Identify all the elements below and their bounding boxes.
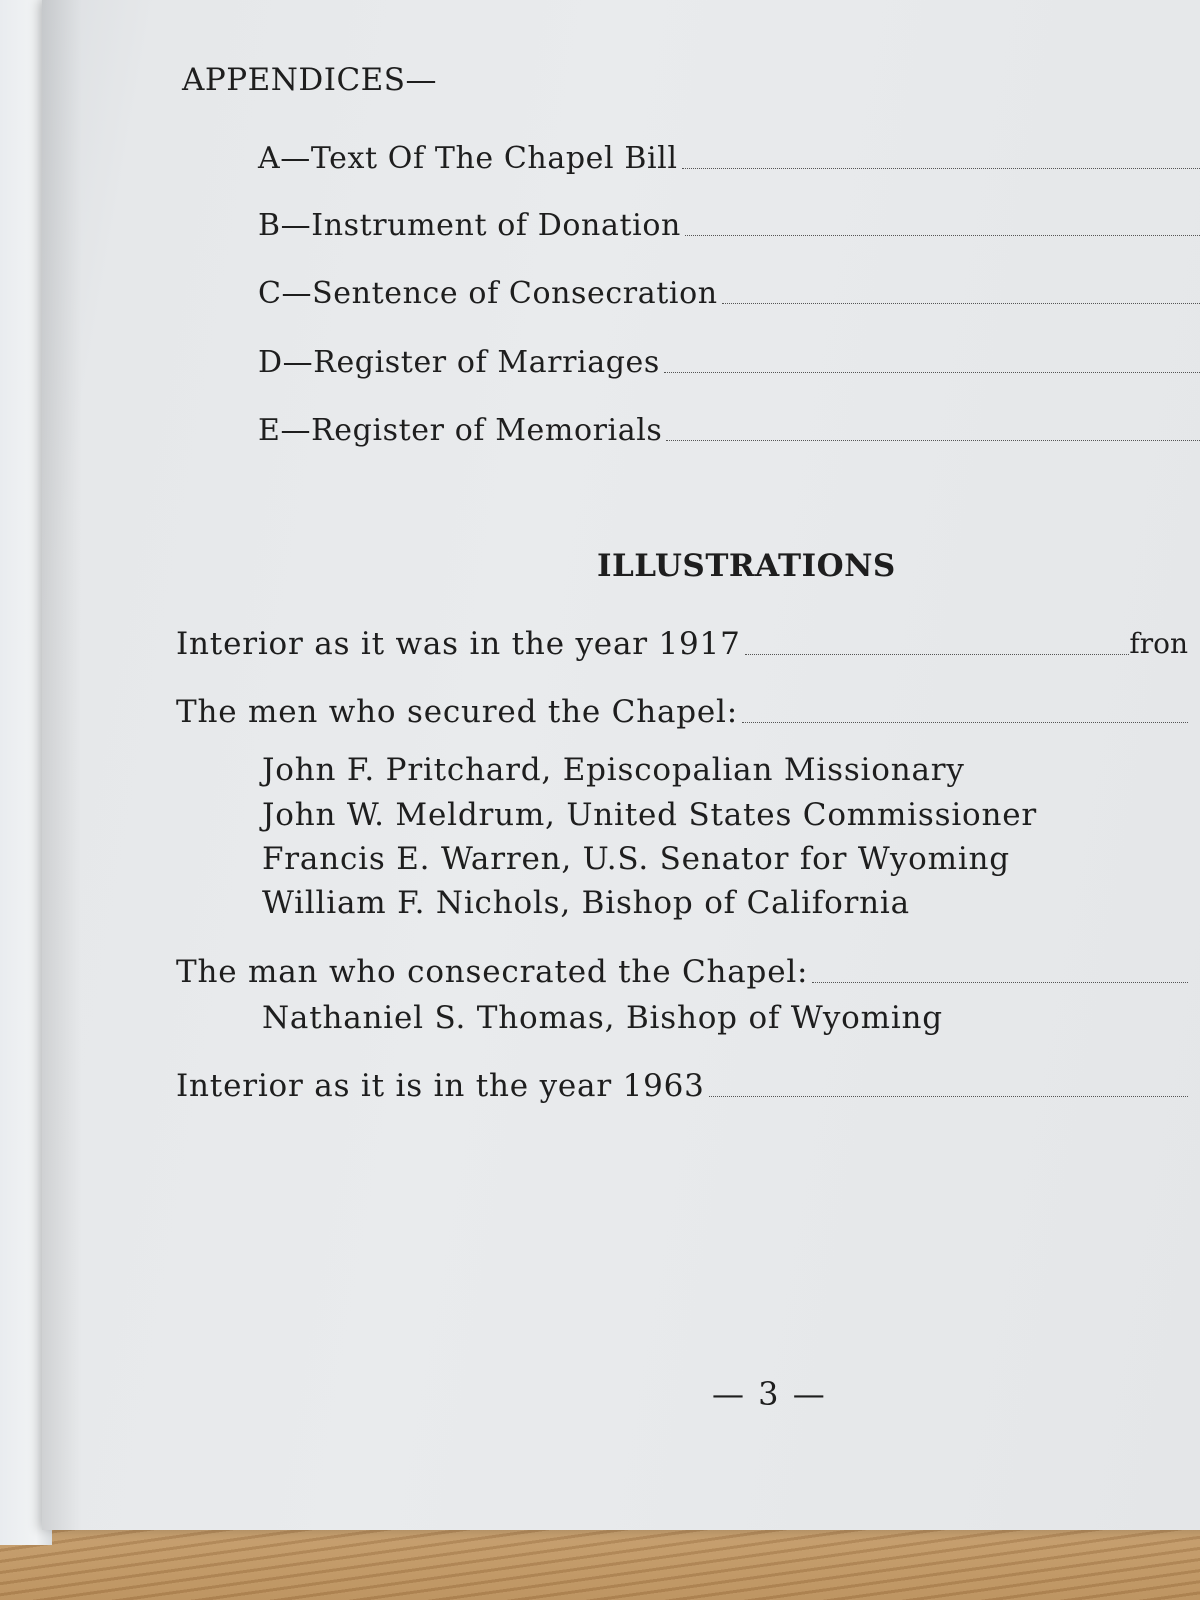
dot-leader — [666, 440, 1200, 441]
dot-leader — [682, 168, 1200, 169]
dot-leader — [745, 654, 1130, 655]
secured-name-1: John F. Pritchard, Episcopalian Missionary — [262, 752, 965, 788]
dot-leader — [709, 1096, 1188, 1097]
dot-leader — [812, 982, 1188, 983]
appendix-entry-e — [258, 408, 1200, 448]
consecrated-name: Nathaniel S. Thomas, Bishop of Wyoming — [262, 1000, 943, 1036]
secured-name-2: John W. Meldrum, United States Commissioner — [262, 797, 1038, 833]
appendix-entry-a — [258, 136, 1200, 176]
illustration-label: Interior as it was in the year 1917 — [176, 626, 741, 662]
dot-leader — [685, 235, 1200, 236]
appendix-entry-c — [258, 271, 1200, 311]
illustration-consecrated — [176, 950, 1188, 990]
illustration-interior-1917 — [176, 622, 1188, 662]
illustration-secured — [176, 690, 1188, 730]
page-number: — 3 — — [712, 1375, 827, 1413]
illustration-label: Interior as it is in the year 1963 — [176, 1068, 705, 1104]
appendix-label: D—Register of Marriages — [258, 345, 660, 380]
booklet-page — [42, 0, 1200, 1530]
dot-leader — [722, 303, 1200, 304]
illustrations-heading: ILLUSTRATIONS — [597, 548, 896, 584]
appendix-label: B—Instrument of Donation — [258, 208, 681, 243]
dot-leader — [742, 722, 1188, 723]
secured-name-3: Francis E. Warren, U.S. Senator for Wyoming — [262, 841, 1010, 877]
appendices-heading: APPENDICES— — [182, 62, 438, 98]
appendix-entry-d — [258, 340, 1200, 380]
appendix-entry-b — [258, 203, 1200, 243]
illustration-label: The man who consecrated the Chapel: — [176, 954, 809, 990]
secured-name-4: William F. Nichols, Bishop of California — [262, 885, 910, 921]
dot-leader — [664, 372, 1200, 373]
page-reference: fron — [1129, 627, 1188, 660]
appendix-label: E—Register of Memorials — [258, 413, 663, 448]
appendix-label: C—Sentence of Consecration — [258, 276, 718, 311]
gutter-shadow — [42, 0, 82, 1530]
illustration-label: The men who secured the Chapel: — [176, 694, 739, 730]
illustration-interior-1963 — [176, 1064, 1188, 1104]
appendix-label: A—Text Of The Chapel Bill — [258, 141, 678, 176]
